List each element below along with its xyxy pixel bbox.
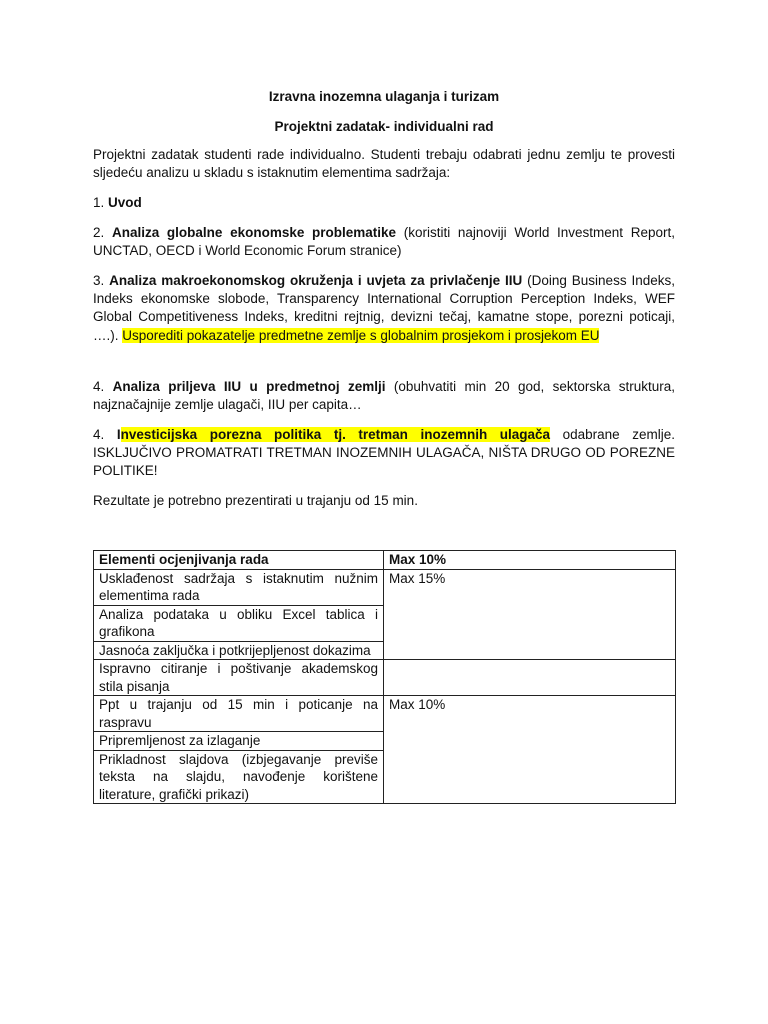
item-number: 3. — [93, 273, 105, 288]
table-cell: Prikladnost slajdova (izbjegavanje previše teksta na slajdu, navođenje korištene literature, grafički prikazi) — [94, 750, 384, 804]
item-heading: Analiza makroekonomskog okruženja i uvjeta za privlačenje IIU — [109, 273, 523, 288]
table-cell: Analiza podataka u obliku Excel tablica i grafikona — [94, 605, 384, 641]
intro-paragraph: Projektni zadatak studenti rade individualno. Studenti trebaju odabrati jednu zemlju te provesti sljedeću analizu u skladu s istaknutim elementima sadržaja: — [93, 147, 675, 181]
item-heading-highlighted: nvesticijska porezna politika tj. tretman inozemnih ulagača — [120, 427, 551, 442]
item-heading: Uvod — [108, 195, 142, 210]
item-5 — [93, 426, 675, 481]
item-heading-prefix: I — [116, 427, 121, 442]
item-number: 2. — [93, 225, 105, 240]
table-cell: Jasnoća zaključka i potkrijepljenost dokazima — [94, 641, 384, 660]
closing-paragraph: Rezultate je potrebno prezentirati u trajanju od 15 min. — [93, 493, 418, 508]
item-number: 4. — [93, 427, 105, 442]
item-heading: Analiza priljeva IIU u predmetnoj zemlji — [112, 379, 386, 394]
table-cell: Pripremljenost za izlaganje — [94, 732, 384, 751]
item-number: 1. — [93, 195, 105, 210]
table-cell: Usklađenost sadržaja s istaknutim nužnim elementima rada — [94, 569, 384, 605]
item-number: 4. — [93, 379, 105, 394]
table-row — [94, 696, 676, 732]
table-row — [94, 660, 676, 696]
table-value-cell: Max 10% — [384, 696, 676, 804]
item-heading: Analiza globalne ekonomske problematike — [111, 225, 397, 240]
table-header-cell: Max 10% — [384, 551, 676, 570]
item-2 — [93, 224, 675, 260]
item-text: (obuhvatiti min 20 god, sektorska struktura, najznačajnije zemlje ulagači, IIU per capita… — [93, 379, 675, 413]
document-title: Izravna inozemna ulaganja i turizam — [268, 89, 500, 104]
table-header-row — [94, 551, 676, 570]
item-1 — [93, 194, 675, 212]
table-value-cell: Max 15% — [384, 569, 676, 660]
item-4 — [93, 378, 675, 414]
item-text: (Doing Business Indeks, Indeks ekonomske slobode, Transparency International Corruption Perception Indeks, WEF Global Competitiveness Indeks, kreditni rejtnig, devizni tečaj, kamatne stope, porezni poticaji, ….). — [93, 273, 675, 343]
table-value-cell — [384, 660, 676, 696]
item-text: odabrane zemlje. ISKLJUČIVO PROMATRATI TRETMAN INOZEMNIH ULAGAČA, NIŠTA DRUGO OD POREZNE POLITIKE! — [93, 427, 675, 479]
item-3 — [93, 272, 675, 345]
item-text: (koristiti najnoviji World Investment Report, UNCTAD, OECD i World Economic Forum stranice) — [93, 225, 675, 259]
table-cell: Ispravno citiranje i poštivanje akademskog stila pisanja — [94, 660, 384, 696]
table-row — [94, 569, 676, 605]
document-subtitle: Projektni zadatak- individualni rad — [274, 119, 494, 134]
table-cell: Ppt u trajanju od 15 min i poticanje na raspravu — [94, 696, 384, 732]
highlighted-text: Usporediti pokazatelje predmetne zemlje s globalnim prosjekom i prosjekom EU — [122, 327, 600, 343]
table-header-cell: Elementi ocjenjivanja rada — [94, 551, 384, 570]
grading-table — [93, 550, 676, 804]
